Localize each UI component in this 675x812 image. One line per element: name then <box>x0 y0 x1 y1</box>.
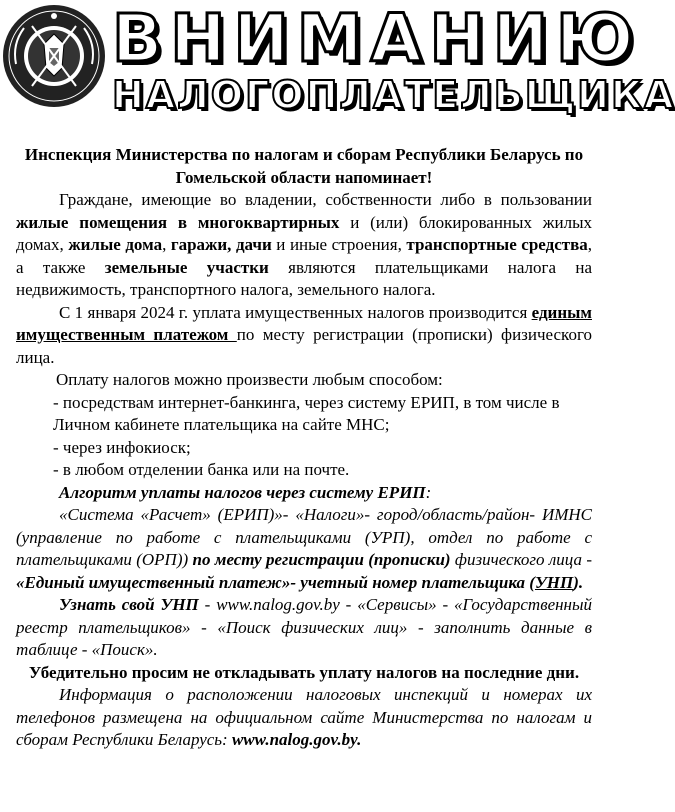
info-text: Информация о расположении налоговых инспекций и номерах их телефонов размещена на официальном сайте Министерства по налогам и сборам Республики Беларусь: www.nalog.gov.by. <box>16 685 592 749</box>
paragraph-taxpayers: Граждане, имеющие во владении, собственности либо в пользовании жилые помещения в многоквартирных и (или) блокированных жилых домах, жилые дома, гаражи, дачи и иные строения, транспортные средства, а также земельные участки являются плательщиками налога на недвижимость, транспортного налога, земельного налога. <box>16 190 593 299</box>
list-item: - через инфокиоск; <box>53 437 191 457</box>
list-item: - посредствам интернет-банкинга, через систему ЕРИП, в том числе в Личном кабинете плательщика на сайте МНС; <box>53 392 560 434</box>
request-text: Убедительно просим не откладывать уплату налогов на последние дни. <box>28 662 580 682</box>
erip-algorithm-text: «Система «Расчет» (ЕРИП)»- «Налоги»- город/область/район- ИМНС (управление по работе с плательщиками (УРП), отдел по работе с плательщиками (ОРП)) по месту регистрации (прописки) физического лица - «Единый имущественный платеж»- учетный номер плательщика (УНП). <box>16 505 592 592</box>
title-taxpayer: НАЛОГОПЛАТЕЛЬЩИКА <box>112 73 675 117</box>
payment-ways-list <box>16 392 592 482</box>
notice-heading: Инспекция Министерства по налогам и сборам Республики Беларусь по Гомельской области напоминает! <box>24 145 584 187</box>
title-attention: ВНИМАНИЮ <box>112 0 642 77</box>
tax-inspection-emblem-icon <box>2 4 106 108</box>
list-item: - в любом отделении банка или на почте. <box>53 460 350 479</box>
notice-body <box>16 144 592 752</box>
paragraph-single-payment: С 1 января 2024 г. уплата имущественных налогов производится единым имущественным платежом по месту регистрации (прописки) физического лица. <box>16 302 592 367</box>
unp-lookup-text: Узнать свой УНП - www.nalog.gov.by - «Сервисы» - «Государственный реестр плательщиков» - «Поиск физических лиц» - заполнить данные в таблице - «Поиск». <box>16 595 592 659</box>
paragraph-payment-ways: Оплату налогов можно произвести любым способом: <box>56 370 443 389</box>
erip-algorithm-heading: Алгоритм уплаты налогов через систему ЕРИП: <box>59 482 432 502</box>
